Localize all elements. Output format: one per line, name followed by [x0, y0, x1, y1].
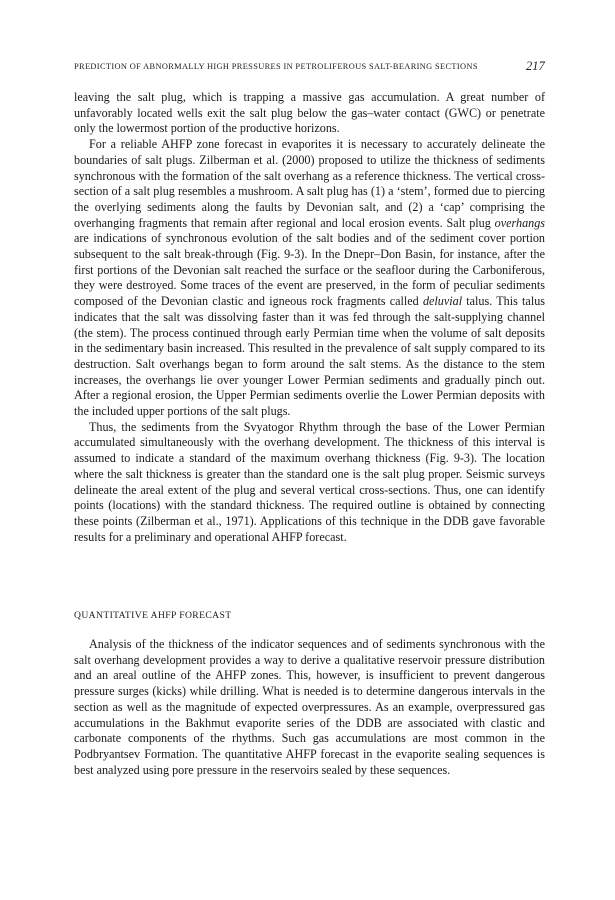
text-run: Thus, the sediments from the Svyatogor Rhythm through the base of the Lower Permian accumulated simultaneously with the overhang development. The thickness of this interval is assumed to indicate a standard of the maximum overhang thickness (Fig. 9-3). The location where the salt thickness is greater than the standard one is the salt plug proper. Seismic surveys delineate the areal extent of the plug and several vertical cross-sections. Thus, one can identify points (locations) with the standard thickness. The required outline is obtained by connecting these points (Zilberman et al., 1971). Applications of this technique in the DDB gave favorable results for a preliminary and operational AHFP forecast.	[74, 419, 545, 544]
body-text-before-heading	[74, 90, 545, 545]
text-run: are indications of synchronous evolution of the salt bodies and of the sediment cover portion subsequent to the salt break-through (Fig. 9-3). In the Dnepr–Don Basin, for instance, after the first portions of the Devonian salt reached the surface or the seafloor during the Carboniferous, they were destroyed. Some traces of the event are preserved, in the form of peculiar sediments composed of the Devonian clastic and igneous rock fragments called	[74, 231, 545, 309]
paragraph	[74, 420, 545, 546]
paragraph	[74, 137, 545, 420]
running-head: PREDICTION OF ABNORMALLY HIGH PRESSURES IN PETROLIFEROUS SALT-BEARING SECTIONS	[74, 62, 478, 71]
section-heading: QUANTITATIVE AHFP FORECAST	[74, 610, 232, 621]
text-run: talus. This talus indicates that the salt was dissolving faster than it was fed through the salt-supplying channel (the stem). The process continued through early Permian time when the volume of salt deposits in the sedimentary basin increased. This resulted in the prevalence of salt supply compared to its destruction. Salt overhangs began to form around the salt stems. As the distance to the stem increases, the overhangs lie over younger Lower Permian sediments and gradually pinch out. After a regional erosion, the Upper Permian sediments overlie the Lower Permian deposits with the included upper portions of the salt plugs.	[74, 294, 545, 419]
page-number: 217	[526, 59, 545, 73]
text-run: Analysis of the thickness of the indicator sequences and of sediments synchronous with the salt overhang development provides a way to derive a qualitative reservoir pressure distribution and an areal outline of the AHFP zones. This, however, is insufficient to prevent dangerous pressure surges (kicks) while drilling. What is needed is to determine dangerous intervals in the section as well as the magnitude of expected overpressures. As an example, overpressured gas accumulations in the Bakhmut evaporite series of the DDB are associated with clastic and carbonate components of the rhythms. Such gas accumulations are most common in the Podbryantsev Formation. The quantitative AHFP forecast in the evaporite sealing sequences is best analyzed using pore pressure in the reservoirs sealed by these sequences.	[74, 637, 545, 777]
text-run: leaving the salt plug, which is trapping a massive gas accumulation. A great number of unfavorably located wells exit the salt plug below the gas–water contact (GWC) or penetrate only the lowermost portion of the productive horizons.	[74, 90, 545, 136]
body-text-after-heading	[74, 637, 545, 778]
paragraph	[74, 90, 545, 137]
italic-term: deluvial	[422, 294, 463, 309]
text-run: For a reliable AHFP zone forecast in evaporites it is necessary to accurately delineate the boundaries of salt plugs. Zilberman et al. (2000) proposed to utilize the thickness of sediments synchronous with the formation of the salt overhang as a reference thickness. The vertical cross-section of a salt plug resembles a mushroom. A salt plug has (1) a ‘stem’, formed due to piercing the overlying sediments along the faults by Devonian salt, and (2) a ‘cap’ comprising the overhanging fragments that remain after regional and local erosion events. Salt plug	[74, 137, 545, 230]
paragraph	[74, 637, 545, 778]
italic-term: overhangs	[494, 215, 545, 230]
